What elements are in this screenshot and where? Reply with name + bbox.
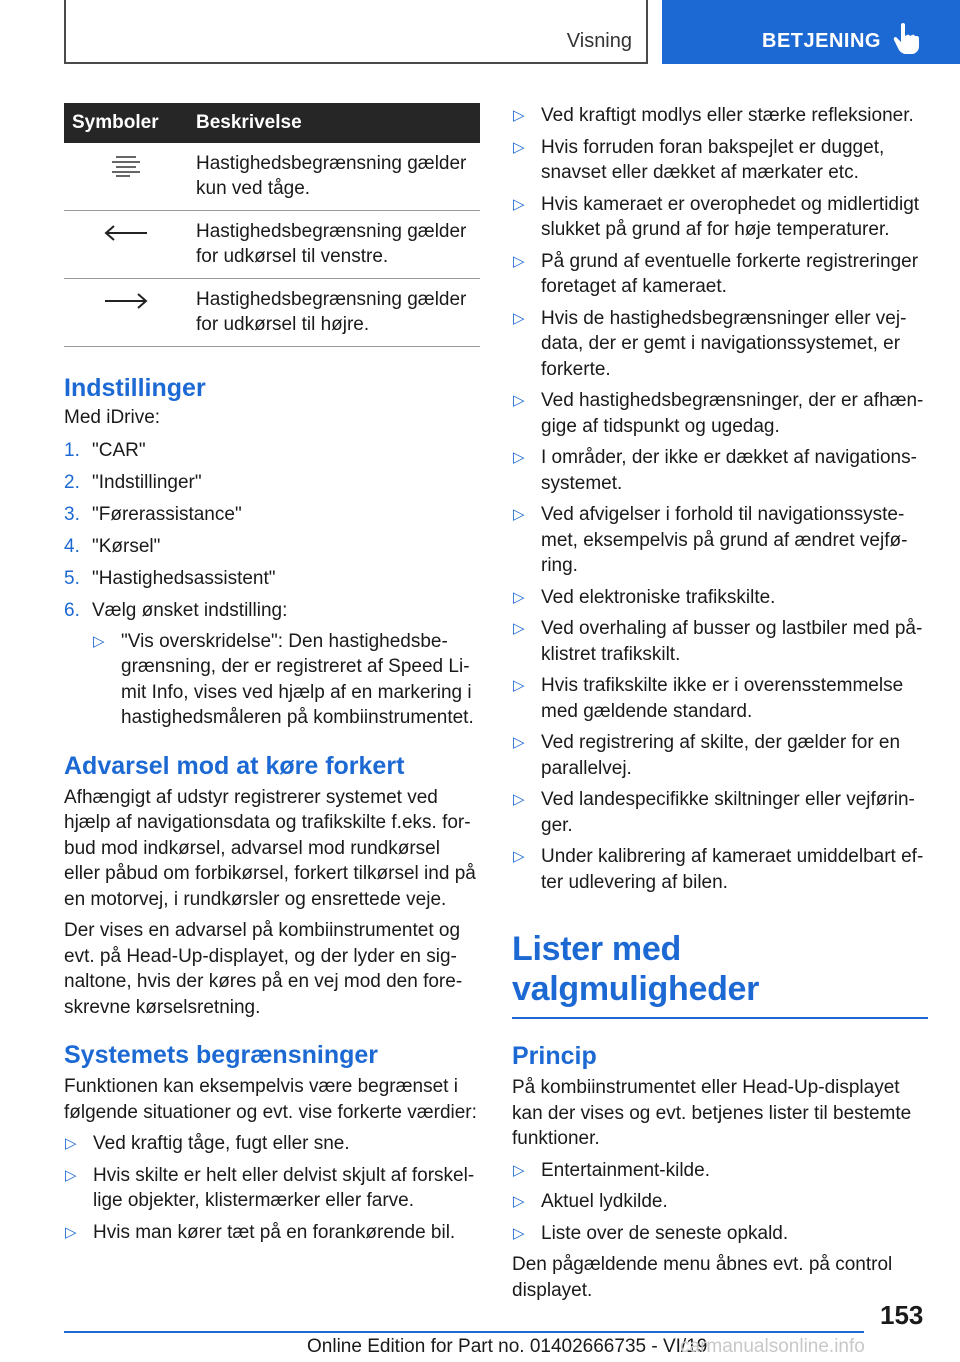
table-row [64, 143, 480, 211]
tab-visning-label: Visning [566, 30, 632, 52]
triangle-bullet-icon: ▷ [513, 848, 525, 865]
list-item-text: Ved kraftig tåge, fugt eller sne. [93, 1133, 350, 1154]
hand-pointer-icon [893, 22, 923, 56]
triangle-bullet-icon: ▷ [513, 309, 525, 327]
list-item [512, 730, 928, 781]
list-item [64, 502, 480, 527]
right-column [512, 103, 928, 1303]
step-text: Vælg ønsket indstilling: [92, 599, 288, 621]
step-text: "Kørsel" [92, 535, 161, 557]
list-item [512, 388, 928, 439]
limits-list-right [512, 103, 928, 895]
tab-betjening-label: BETJENING [762, 30, 881, 52]
step-text: "Indstillinger" [92, 471, 202, 493]
tab-visning[interactable] [64, 0, 648, 64]
list-item [512, 1221, 928, 1247]
limits-heading: Systemets begrænsninger [64, 1041, 378, 1069]
footer-divider [64, 1331, 864, 1333]
step-text: "Førerassistance" [92, 503, 242, 525]
triangle-bullet-icon: ▷ [513, 791, 525, 808]
triangle-bullet-icon: ▷ [513, 1193, 525, 1210]
principle-heading: Princip [512, 1042, 597, 1070]
table-cell-description: Hastighedsbegrænsning gælder for udkørsel til højre. [188, 279, 480, 347]
triangle-bullet-icon: ▷ [65, 1166, 77, 1184]
list-item-text: Ved elektroniske trafikskilte. [541, 586, 776, 608]
triangle-bullet-icon: ▷ [513, 138, 525, 156]
limits-intro: Funktionen kan eksempelvis være begrænset i følgende situationer og evt. vise forkerte værdier: [64, 1076, 477, 1123]
page-number: 153 [880, 1300, 924, 1330]
watermark: carmanualsonline.info [680, 1336, 865, 1357]
wrongway-paragraph-2: Der vises en advarsel på kombiinstrumentet og evt. på Head-Up-displayet, og der lyder en signaltone, hvis der køres på en vej mod den foreskrevne kørselsretning. [64, 920, 463, 1018]
list-item [64, 598, 480, 623]
triangle-bullet-icon: ▷ [513, 506, 525, 523]
triangle-bullet-icon: ▷ [513, 734, 525, 751]
step-number: 3. [64, 503, 80, 525]
table-row [64, 211, 480, 279]
list-item [64, 1131, 480, 1157]
list-item [512, 616, 928, 667]
list-item-text: Ved registrering af skilte, der gælder for en parallelvej. [541, 732, 901, 779]
list-item [512, 673, 928, 724]
list-item-text: Ved kraftigt modlys eller stærke refleksioner. [541, 105, 914, 126]
step-number: 1. [64, 439, 80, 461]
step-number: 2. [64, 471, 80, 493]
list-item [64, 438, 480, 463]
table-header-description: Beskrivelse [188, 103, 480, 143]
list-item-text: På grund af eventuelle forkerte registreringer foretaget af kameraet. [541, 250, 919, 297]
list-item [512, 103, 928, 129]
list-item-text: Hvis kameraet er overophedet og midlertidigt slukket på grund af for høje temperaturer. [541, 193, 920, 240]
step-number: 4. [64, 535, 80, 557]
settings-heading: Indstillinger [64, 374, 206, 402]
list-item [512, 445, 928, 496]
wrongway-paragraph-1: Afhængigt af udstyr registrerer systemet ved hjælp af navigationsdata og trafikskilte f.eks. forbud mod indkørsel, advarsel mod rundkørsel eller påbud om forbikørsel, forkert tilkørsel ind på en motorvej, i rundkørsler og ensrettede veje. [64, 786, 476, 910]
list-item [512, 1158, 928, 1184]
triangle-bullet-icon: ▷ [65, 1135, 77, 1152]
list-item-text: Hvis de hastighedsbegrænsninger eller vejdata, der er gemt i navigationssystemet, er forkerte. [541, 307, 907, 380]
lists-heading: Lister med valgmuligheder [512, 929, 928, 1019]
list-item-text: Ved overhaling af busser og lastbiler med påklistret trafikskilt. [541, 618, 923, 665]
table-cell-description: Hastighedsbegrænsning gælder kun ved tåge. [188, 143, 480, 211]
triangle-bullet-icon: ▷ [513, 252, 525, 270]
step-number: 5. [64, 567, 80, 589]
list-item [512, 249, 928, 300]
list-item [64, 1163, 480, 1214]
list-item-text: Under kalibrering af kameraet umiddelbart efter udlevering af bilen. [541, 846, 924, 893]
triangle-bullet-icon: ▷ [513, 588, 525, 606]
triangle-bullet-icon: ▷ [513, 195, 525, 213]
list-item-text: Liste over de seneste opkald. [541, 1222, 789, 1244]
left-column [64, 103, 480, 1245]
principle-text: På kombiinstrumentet eller Head-Up-displayet kan der vises og evt. betjenes lister til bestemte funktioner. [512, 1077, 912, 1149]
list-item-text: Entertainment-kilde. [541, 1159, 710, 1181]
list-item [512, 787, 928, 838]
list-item [64, 534, 480, 559]
list-item-text: I områder, der ikke er dækket af navigationssystemet. [541, 447, 917, 494]
list-item-text: Ved hastighedsbegrænsninger, der er afhængige af tidspunkt og ugedag. [541, 390, 924, 437]
list-item-text: Aktuel lydkilde. [541, 1191, 668, 1212]
triangle-bullet-icon: ▷ [65, 1223, 77, 1241]
lists-items [512, 1158, 928, 1247]
step-text: "Hastighedsassistent" [92, 567, 276, 589]
triangle-bullet-icon: ▷ [513, 1161, 525, 1179]
arrow-right-icon [64, 279, 188, 347]
list-item [64, 1220, 480, 1246]
table-cell-description: Hastighedsbegrænsning gælder for udkørsel til venstre. [188, 211, 480, 279]
triangle-bullet-icon: ▷ [513, 392, 525, 409]
symbols-table [64, 103, 480, 347]
settings-sub-list [92, 629, 480, 731]
list-item [92, 629, 480, 731]
triangle-bullet-icon: ▷ [513, 107, 525, 124]
footer-edition: Online Edition for Part no. 01402666735 - VI/19 [307, 1336, 708, 1357]
triangle-bullet-icon: ▷ [513, 449, 525, 466]
wrongway-heading: Advarsel mod at køre forkert [64, 751, 405, 780]
list-item-text: Hvis skilte er helt eller delvist skjult af forskellige objekter, klistermærker eller farve. [93, 1164, 475, 1211]
list-item-text: Ved afvigelser i forhold til navigationssystemet, eksempelvis på grund af ændret vejføring. [541, 504, 908, 576]
limits-list-left [64, 1131, 480, 1245]
list-item [512, 585, 928, 611]
step-text: "CAR" [92, 439, 146, 461]
arrow-left-icon [64, 211, 188, 279]
lists-outro: Den pågældende menu åbnes evt. på control displayet. [512, 1254, 893, 1301]
settings-intro: Med iDrive: [64, 407, 161, 428]
list-item-text: Hvis man kører tæt på en forankørende bil. [93, 1221, 456, 1243]
fog-lines-icon [64, 143, 188, 211]
settings-steps [64, 438, 480, 623]
list-item-text: Hvis forruden foran bakspejlet er dugget, snavset eller dækket af mærkater etc. [541, 136, 885, 183]
table-row [64, 279, 480, 347]
list-item-text: Hvis trafikskilte ikke er i overensstemmelse med gældende standard. [541, 675, 904, 722]
triangle-bullet-icon: ▷ [93, 632, 105, 650]
list-item [512, 844, 928, 895]
table-header-symbols: Symboler [64, 103, 188, 143]
list-item-text: Ved landespecifikke skiltninger eller vejføringer. [541, 789, 915, 836]
triangle-bullet-icon: ▷ [513, 620, 525, 637]
list-item [512, 502, 928, 579]
step-number: 6. [64, 599, 80, 621]
triangle-bullet-icon: ▷ [513, 677, 525, 694]
triangle-bullet-icon: ▷ [513, 1224, 525, 1242]
list-item [64, 566, 480, 591]
sub-item-text: "Vis overskridelse": Den hastighedsbegrænsning, der er registreret af Speed Limit Info, vises ved hjælp af en markering i hastighedsmåleren på kombiinstrumentet. [121, 630, 474, 728]
list-item [512, 306, 928, 383]
list-item [512, 135, 928, 186]
list-item [512, 192, 928, 243]
list-item [64, 470, 480, 495]
list-item [512, 1189, 928, 1215]
